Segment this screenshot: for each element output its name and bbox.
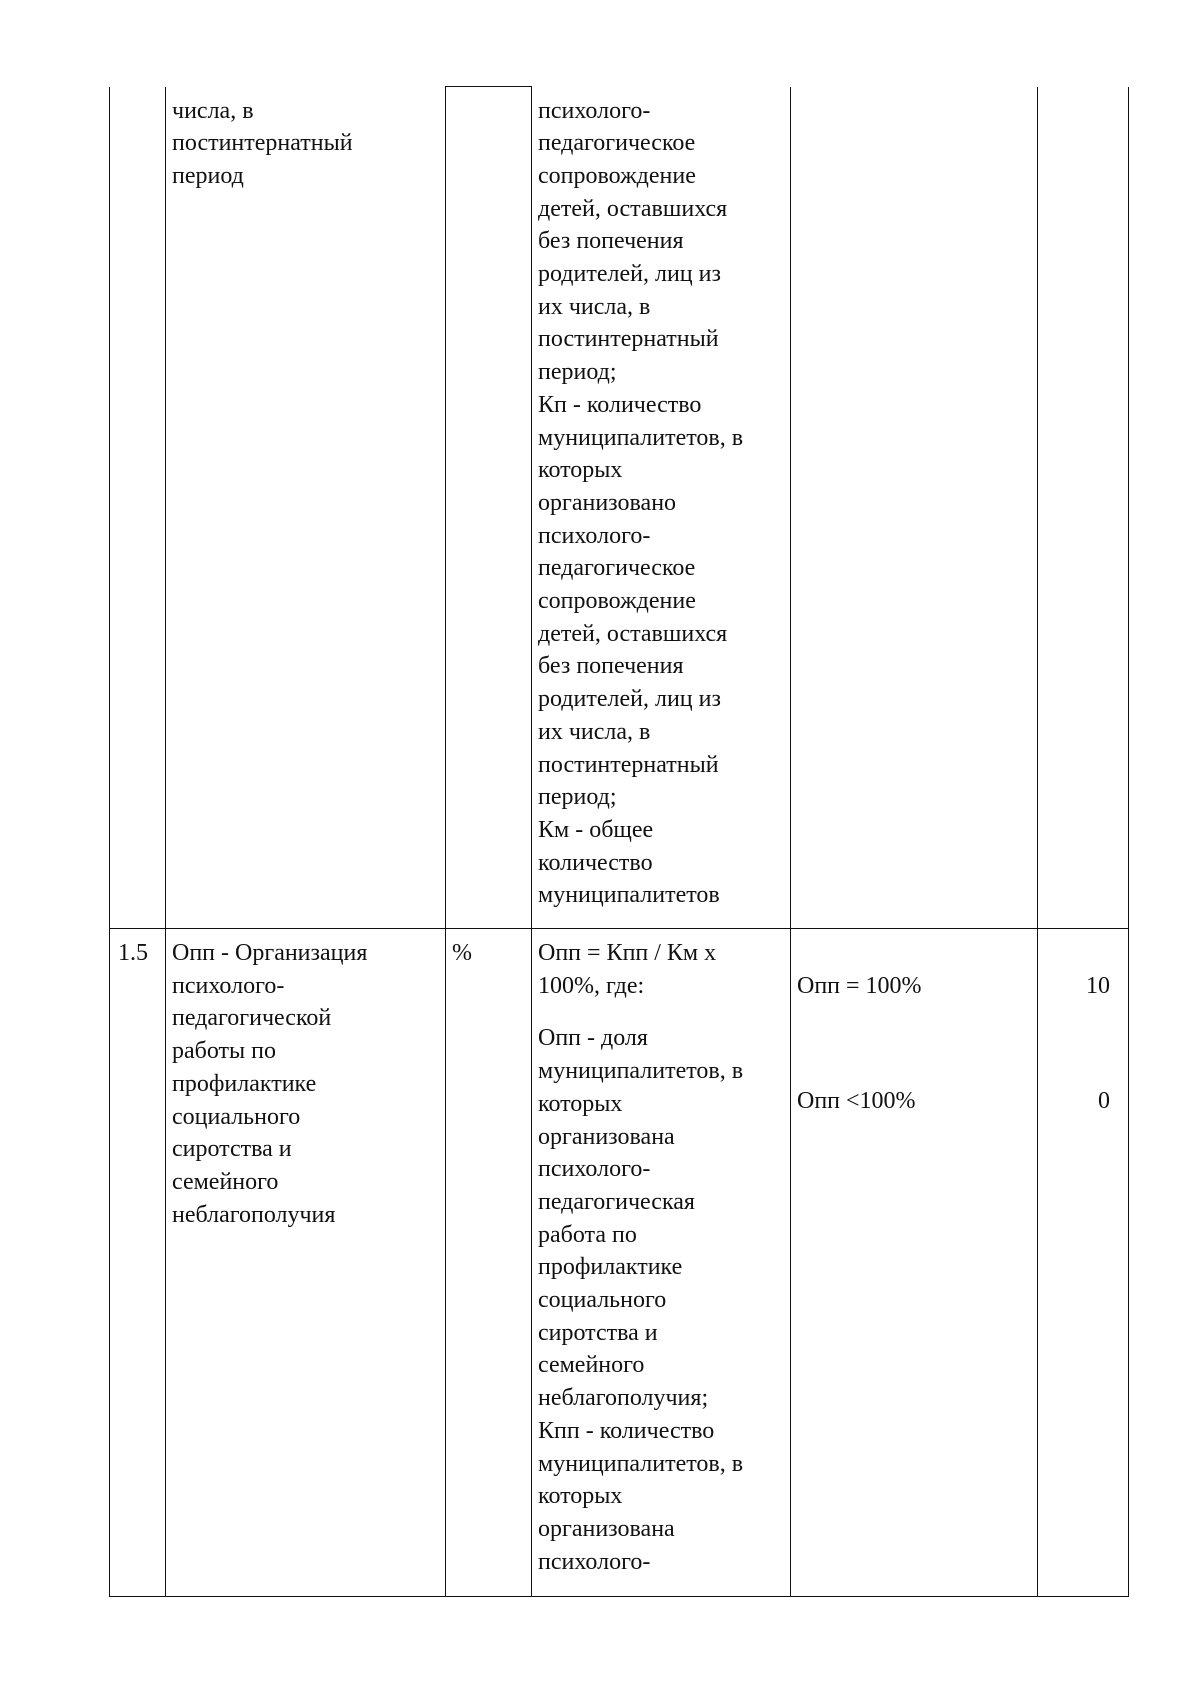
indicator-text: Опп - Организация психолого- педагогической работы по профилактике социального сиротства и семейного неблагополучия [172, 940, 368, 1228]
criteria-item: Опп = 100% [797, 972, 922, 999]
cell-unit [446, 87, 532, 929]
cell-criteria [791, 87, 1038, 929]
indicator-text: числа, в постинтернатный период [172, 97, 353, 189]
cell-number [110, 87, 166, 929]
cell-indicator [166, 87, 446, 929]
cell-indicator [166, 929, 446, 1597]
indicators-table [109, 86, 1129, 1597]
score-value: 10 [1086, 972, 1110, 999]
cell-criteria [791, 929, 1038, 1597]
cell-formula [532, 87, 791, 929]
cell-formula [532, 929, 791, 1597]
cell-score [1038, 929, 1129, 1597]
cell-number [110, 929, 166, 1597]
cell-score [1038, 87, 1129, 929]
criteria-item: Опп <100% [797, 1087, 916, 1114]
formula-description: Опп - доля муниципалитетов, в которых организована психолого- педагогическая работа по профилактике социального сиротства и семейного неблагополучия; Кпп - количество муниципалитетов, в которых организована психолого- [538, 1025, 744, 1575]
row-number: 1.5 [118, 940, 148, 966]
formula-text: психолого- педагогическое сопровождение детей, оставшихся без попечения родителей, лиц из их числа, в постинтернатный период; Кп - количество муниципалитетов, в которых организовано психолого- педагогическое сопровождение детей, оставшихся без попечения родителей, лиц из их числа, в постинтернатный период; Км - общее количество муниципалитетов [538, 97, 744, 909]
unit-text: % [452, 940, 472, 966]
cell-unit [446, 929, 532, 1597]
score-value: 0 [1098, 1087, 1110, 1114]
table-row [110, 929, 1129, 1597]
formula-line: Опп = Кпп / Км х 100%, где: [538, 940, 717, 999]
table-row [110, 87, 1129, 929]
